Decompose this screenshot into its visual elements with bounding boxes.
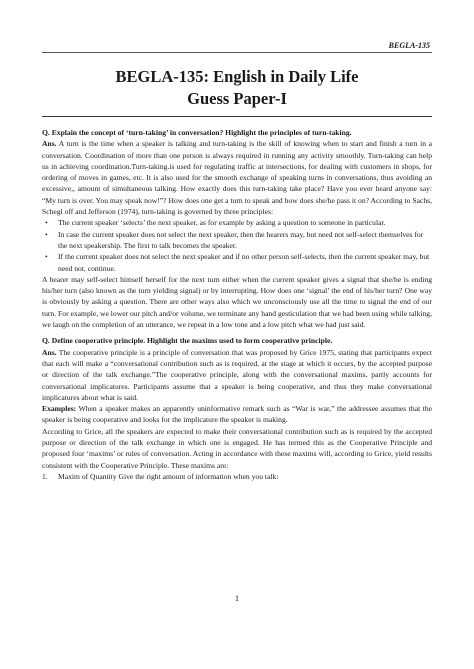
examples-para [42,403,432,426]
maxim-item-1 [42,471,432,482]
header-rule [42,52,432,53]
bullet-icon: • [45,252,48,262]
item-number: 1. [42,471,48,481]
document-body [42,127,432,482]
question-1: Q. Explain the concept of ‘turn-taking’ in conversation? Highlight the principles of turn-taking. [42,128,352,137]
answer-2-text: The cooperative principle is a principle of conversation that was proposed by Grice 1975, stating that participants expect that each will make a “conversational contribution such as is required, at the stage at which it occurs, by the accepted purpose or direction of the talk exchange.”The cooperative principle, along with the conversational maxims, partly accounts for conversational implicatures. Participants assume that a speaker is being cooperative, and thus they make conversational implicatures about what is said. [42,347,432,402]
answer-label: Ans. [42,347,57,357]
list-item: • The current speaker ‘selects’ the next speaker, as for example by asking a question to someone in particular. [45,218,386,228]
question-2: Q. Define cooperative principle. Highlight the maxims used to form cooperative principle. [42,336,333,346]
title-line-1: BEGLA-135: English in Daily Life [115,67,359,86]
answer-1-text: A turn is the time when a speaker is talking and turn-taking is the skill of knowing when to start and finish a turn in a conversation. Coordination of more than one person is always required in running any activity smoothly. Turn-taking can help us in achieving coordination.Turn-taking.is used for regulating traffic at intersections, for dealing with customers in shops, for ordering of moves in games, etc. It is also used for the smooth exchange of speaking turns in conversations, thus avoiding an excessive,, amount of simultaneous talking. How exactly does this turn-taking take place? Have you ever heard anyone say: “My turn is over. You may speak now!”? How does one get a turn to speak and how does she/he pass it on? According to Sachs, Schegl off and Jefferson (1974), turn-taking is governed by three principles: [42,139,432,217]
answer-2-para-1 [42,347,432,403]
running-header: BEGLA-135 [388,41,430,50]
list-item: • In case the current speaker does not select the next speaker, then the hearers may, but need not self-select themselves for the next speakership. The first to talk becomes the speaker. [45,229,424,250]
document-title [0,66,474,110]
bullet-icon: • [45,218,48,228]
answer-label: Ans. [42,139,57,149]
item-text: Maxim of Quantity Give the right amount of information when you talk: [58,471,279,481]
answer-1-para-2: A hearer may self-select himself herself for the next turn either when the current speaker gives a signal that she/he is ending his/her turn (also known as the turn yielding signal) or by interrupting. How does one ‘signal’ the end of his/her turn? One way is obviously by asking a question. There are other ways also which we unconsciously use all the time to signal the end of our turn. For example, we lower our pitch and/or volume, we terminate any hand gesticulation that we had been using while talking, we laugh on the completion of an utterance, we repeat in a low tone and a low pitch what we had just said. [42,274,432,330]
title-line-2: Guess Paper-I [187,89,287,108]
page-number: 1 [234,593,240,603]
principles-list [42,217,432,273]
answer-1-para-1 [42,138,432,217]
examples-text: When a speaker makes an apparently uninformative remark such as “War is war,” the addressee assumes that the speaker is being cooperative and looks for the implicature the speaker is making. [42,404,432,425]
answer-2-para-2: According to Grice, all the speakers are expected to make their conversational contribution such as is required by the accepted purpose or direction of the talk exchange in which one is engaged. He has termed this as the Cooperative Principle and proposed four ‘maxims’ or rules of conversation. Acting in accordance with these maxims will, according to Grice, yield results consistent with the Cooperative Principle. These maxims are: [42,426,432,470]
title-rule [42,116,432,117]
examples-label: Examples: [42,404,77,414]
bullet-icon: • [45,229,48,239]
list-item: • If the current speaker does not select the next speaker and if no other person self-selects, then the current speaker may, but need not, continue. [45,252,430,273]
